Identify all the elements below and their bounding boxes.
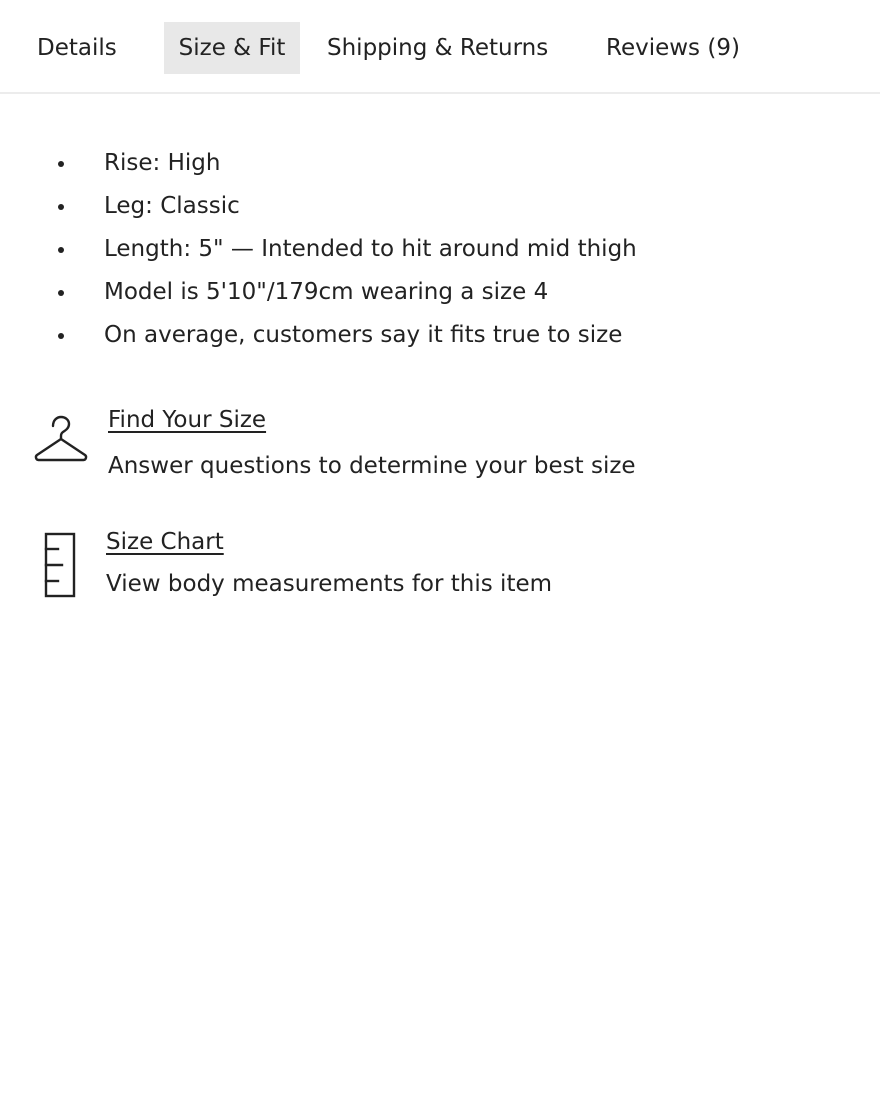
tab-shipping-and-returns[interactable]: Shipping & Returns: [327, 35, 549, 61]
bullet-icon: [58, 204, 64, 210]
bullet-icon: [58, 333, 64, 339]
find-your-size-description: Answer questions to determine your best size: [108, 453, 636, 479]
product-info-tabs: [0, 0, 880, 94]
tab-reviews[interactable]: Reviews (9): [606, 35, 740, 61]
fit-detail-text: Length: 5" — Intended to hit around mid thigh: [104, 236, 637, 262]
fit-detail-text: Rise: High: [104, 150, 221, 176]
fit-detail-text: On average, customers say it fits true to size: [104, 322, 623, 348]
size-chart-link[interactable]: Size Chart: [106, 529, 224, 555]
bullet-icon: [58, 247, 64, 253]
bullet-icon: [58, 161, 64, 167]
bullet-icon: [58, 290, 64, 296]
hanger-icon: [32, 414, 90, 470]
tab-size-and-fit[interactable]: Size & Fit: [164, 22, 300, 74]
size-chart-description: View body measurements for this item: [106, 571, 553, 597]
fit-detail-text: Leg: Classic: [104, 193, 240, 219]
find-your-size-link[interactable]: Find Your Size: [108, 407, 267, 433]
ruler-icon: [44, 532, 76, 602]
fit-detail-text: Model is 5'10"/179cm wearing a size 4: [104, 279, 549, 305]
tab-details[interactable]: Details: [37, 35, 117, 61]
